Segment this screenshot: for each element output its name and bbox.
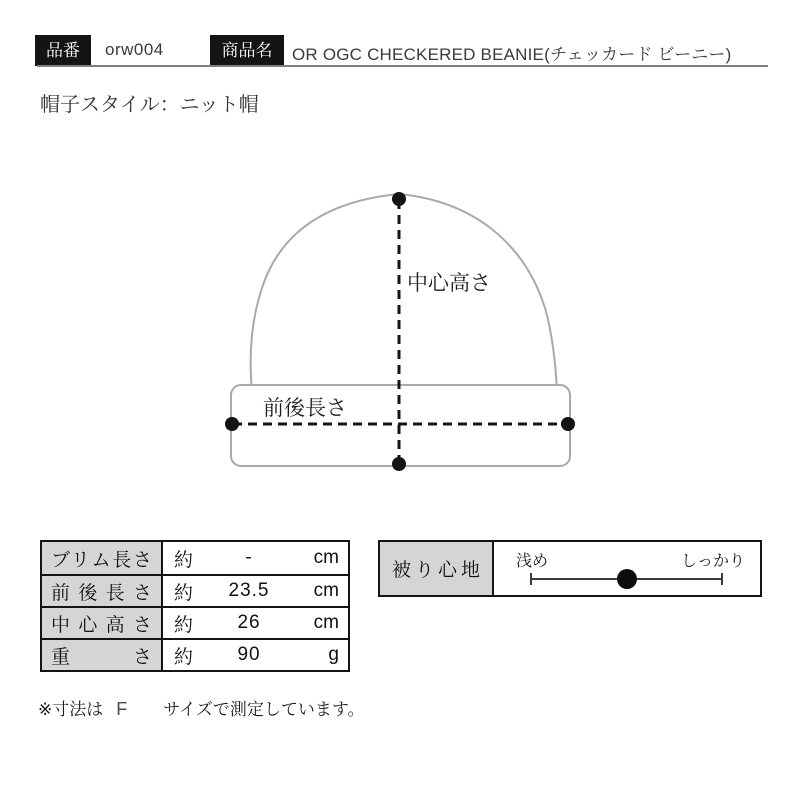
value-text: -: [245, 547, 253, 568]
measurement-dot-left: [225, 417, 239, 431]
unit-text: cm: [313, 580, 339, 601]
beanie-crown-outline: [251, 194, 557, 392]
item-number-value: orw004: [105, 40, 164, 59]
row-label: ブリム長さ: [51, 549, 152, 571]
table-row-front-back: [42, 574, 348, 606]
header-divider: [37, 65, 768, 67]
row-label-cell: [42, 542, 163, 574]
note-size-value: F: [116, 699, 128, 719]
item-number-tag: 品番: [35, 35, 91, 66]
unit-text: g: [328, 644, 339, 665]
unit-text: cm: [313, 612, 339, 633]
scale-tick-right: [721, 573, 723, 585]
row-value-cell: [163, 640, 348, 670]
measurement-dot-bottom: [392, 457, 406, 471]
spec-table: [40, 540, 350, 672]
fit-marker-dot: [617, 569, 637, 589]
measurement-dot-right: [561, 417, 575, 431]
row-label: 重さ: [51, 646, 152, 668]
row-value-cell: [163, 608, 348, 638]
fit-feel-label-cell: [380, 542, 494, 595]
table-row-weight: [42, 638, 348, 670]
product-name-tag: 商品名: [210, 35, 284, 66]
hat-style-text: 帽子スタイル：ニット帽: [40, 94, 259, 116]
fit-firm-label: しっかり: [680, 553, 745, 570]
value-text: 90: [237, 644, 261, 665]
table-row-center-height: [42, 606, 348, 638]
row-label-cell: [42, 608, 163, 638]
unit-text: cm: [313, 547, 339, 568]
fit-feel-scale-cell: [494, 542, 760, 595]
fit-feel-label: 被り心地: [392, 560, 480, 581]
front-back-length-label: 前後長さ: [263, 397, 347, 420]
fit-shallow-label: 浅め: [516, 553, 549, 570]
approx-text: 約: [174, 549, 194, 571]
measurement-note: [38, 695, 365, 720]
row-label: 中心高さ: [51, 614, 152, 636]
fit-feel-box: [378, 540, 762, 597]
row-label-cell: [42, 576, 163, 606]
approx-text: 約: [174, 582, 194, 604]
value-text: 26: [237, 612, 261, 633]
measurement-dot-top: [392, 192, 406, 206]
center-height-label: 中心高さ: [407, 272, 491, 295]
row-value-cell: [163, 542, 348, 574]
approx-text: 約: [174, 646, 194, 668]
fit-scale-line: [530, 578, 723, 580]
table-row-brim: [42, 542, 348, 574]
scale-tick-left: [530, 573, 532, 585]
product-name-value: OR OGC CHECKERED BEANIE(チェッカード ビーニー): [292, 45, 732, 64]
note-prefix: ※寸法は: [38, 700, 104, 719]
row-label: 前後長さ: [51, 582, 152, 604]
approx-text: 約: [174, 614, 194, 636]
value-text: 23.5: [228, 580, 270, 601]
row-value-cell: [163, 576, 348, 606]
note-suffix: サイズで測定しています。: [163, 700, 365, 719]
hat-measurement-diagram: [205, 180, 615, 480]
row-label-cell: [42, 640, 163, 670]
